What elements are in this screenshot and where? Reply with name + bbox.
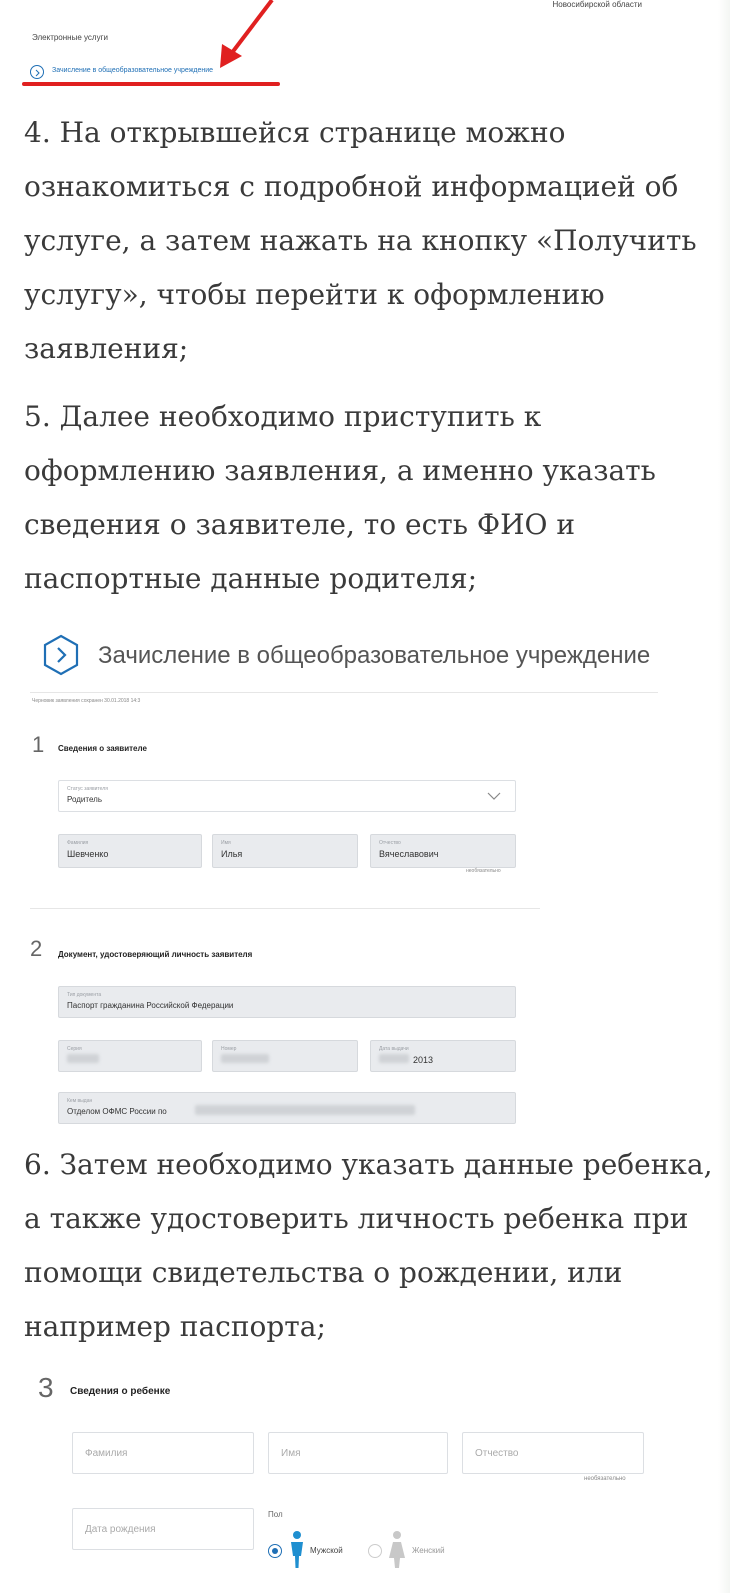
male-figure-icon (286, 1530, 308, 1570)
step-title: Сведения о ребенке (70, 1386, 171, 1397)
document-type-select[interactable] (58, 986, 516, 1018)
child-name-field[interactable] (268, 1432, 448, 1474)
section-label: Электронные услуги (32, 33, 108, 42)
field-label: Кем выдан (67, 1098, 93, 1104)
instruction-step-6: 6. Затем необходимо указать данные ребенка, а также удостоверить личность ребенка при помощи свидетельства о рождении, или например паспорта; (24, 1148, 713, 1343)
female-option-label: Женский (412, 1546, 445, 1555)
field-placeholder: Фамилия (85, 1448, 128, 1459)
field-label: Отчество (379, 840, 401, 846)
field-value: Шевченко (67, 849, 109, 859)
red-arrow-annotation (200, 0, 290, 80)
region-label: Новосибирской области (552, 0, 642, 9)
step-number: 2 (30, 936, 43, 961)
service-link[interactable]: Зачисление в общеобразовательное учреждение (52, 67, 214, 74)
applicant-status-select[interactable] (58, 780, 516, 812)
field-label: Статус заявителя (67, 786, 108, 792)
draft-note: Черновик заявления сохранен 30.01.2018 14:3 (32, 698, 141, 704)
field-label: Номер (221, 1046, 237, 1052)
issue-date-field[interactable] (370, 1040, 516, 1072)
field-label: Дата выдачи (379, 1046, 409, 1052)
form-title: Зачисление в общеобразовательное учреждение (98, 642, 651, 669)
field-value: Родитель (67, 795, 102, 804)
sex-label: Пол (268, 1510, 283, 1519)
issued-by-field[interactable] (58, 1092, 516, 1124)
red-underline-annotation (22, 82, 280, 86)
redacted-value (221, 1054, 269, 1063)
page-edge (718, 0, 730, 1593)
female-figure-icon (386, 1530, 408, 1570)
redacted-value (67, 1054, 99, 1063)
field-label: Серия (67, 1046, 82, 1052)
name-field[interactable] (212, 834, 358, 868)
field-placeholder: Имя (281, 1448, 301, 1459)
female-radio[interactable] (368, 1544, 382, 1558)
step-number: 1 (32, 732, 45, 757)
passport-number-field[interactable] (212, 1040, 358, 1072)
male-option-label: Мужской (310, 1546, 343, 1555)
step-title: Документ, удостоверяющий личность заявителя (58, 950, 253, 959)
field-value: Вячеславович (379, 849, 439, 859)
child-birthdate-field[interactable] (72, 1508, 254, 1550)
field-value: Илья (221, 849, 243, 859)
field-placeholder: Отчество (475, 1448, 519, 1459)
redacted-value (195, 1105, 415, 1115)
field-value: Паспорт гражданина Российской Федерации (67, 1001, 234, 1010)
field-value: Отделом ОФМС России по (67, 1107, 167, 1116)
chevron-circle-icon (30, 65, 44, 79)
field-value: 2013 (413, 1055, 434, 1065)
field-label: Фамилия (67, 840, 89, 846)
optional-note: необязательно (584, 1476, 626, 1482)
chevron-down-icon (487, 791, 501, 801)
patronymic-field[interactable] (370, 834, 516, 868)
surname-field[interactable] (58, 834, 202, 868)
passport-series-field[interactable] (58, 1040, 202, 1072)
step-title: Сведения о заявителе (58, 744, 147, 753)
instruction-step-5: 5. Далее необходимо приступить к оформлению заявления, а именно указать сведения о заявителе, то есть ФИО и паспортные данные родителя; (24, 400, 656, 595)
redacted-value (379, 1054, 409, 1063)
instruction-step-4: 4. На открывшейся странице можно ознакомиться с подробной информацией об услуге, а затем нажать на кнопку «Получить услугу», чтобы перейти к оформлению заявления; (24, 116, 697, 365)
child-surname-field[interactable] (72, 1432, 254, 1474)
child-patronymic-field[interactable] (462, 1432, 644, 1474)
divider (30, 908, 540, 909)
optional-note: необязательно (466, 868, 501, 874)
divider (30, 692, 658, 693)
field-label: Имя (221, 840, 231, 846)
step-number: 3 (38, 1372, 54, 1403)
chevron-circle-icon (40, 634, 82, 676)
male-radio[interactable] (268, 1544, 282, 1558)
field-label: Тип документа (67, 992, 102, 998)
field-placeholder: Дата рождения (85, 1524, 156, 1535)
